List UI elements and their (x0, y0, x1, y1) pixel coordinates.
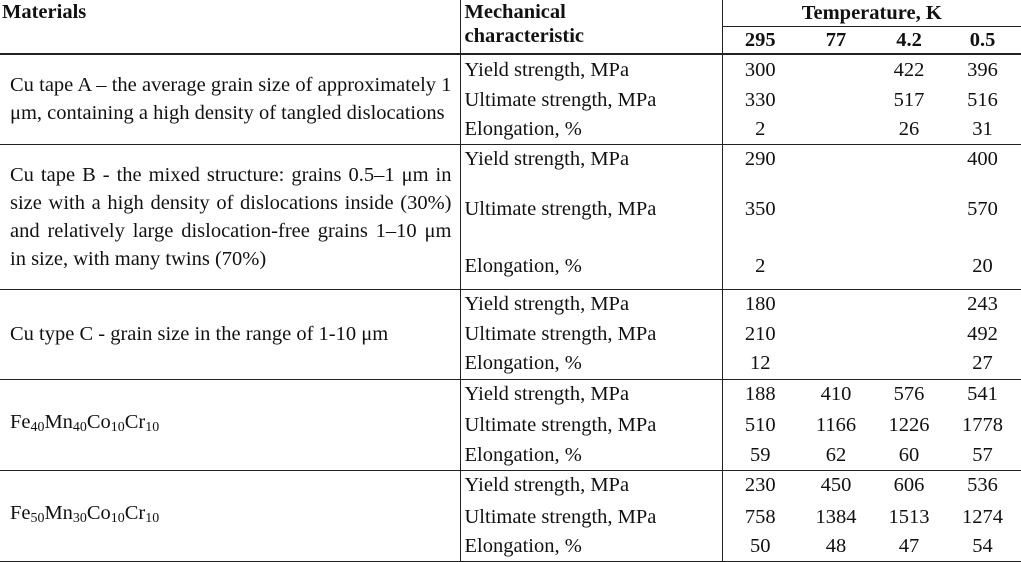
element-fraction: 10 (110, 510, 125, 526)
value-cell: 188 (722, 379, 798, 410)
element-symbol: Co (86, 410, 111, 433)
value-cell: 541 (967, 383, 998, 406)
value-cell: 2 (722, 116, 798, 144)
material-cell: Cu tape B - the mixed structure: grains 0.5–1 μm in size with a high density of dislocations inside (30%) and relatively large dislocation-free grains 1–10 μm in size, with many twins (70%) (0, 144, 460, 289)
value-cell (874, 144, 944, 174)
material-cell: Cu tape A – the average grain size of approximately 1 μm, containing a high density of tangled dislocations (0, 54, 460, 144)
value-cell: 410 (820, 383, 852, 406)
element-symbol: Cr (124, 501, 146, 524)
value-cell: 1226 (888, 414, 930, 436)
value-cell (798, 319, 874, 349)
value-cell: 59 (722, 441, 798, 470)
value-cell: 50 (722, 533, 798, 561)
header-temp-295: 295 (722, 26, 798, 54)
table-row (0, 289, 1021, 319)
value-cell: 400 (967, 147, 998, 170)
element-symbol: Co (86, 501, 111, 524)
value-cell (874, 349, 944, 379)
value-cell: 536 (967, 474, 998, 497)
value-cell: 290 (722, 144, 798, 174)
value-cell (798, 144, 874, 174)
element-symbol: Cr (124, 410, 146, 433)
value-cell (874, 319, 944, 349)
characteristic-cell: Ultimate strength, MPa (460, 85, 722, 116)
value-cell: 27 (944, 349, 1021, 379)
value-cell: 230 (722, 470, 798, 501)
header-temperature: Temperature, K (722, 0, 1021, 26)
value-cell: 606 (893, 474, 925, 497)
value-cell: 330 (722, 85, 798, 116)
value-cell: 510 (722, 410, 798, 441)
value-cell: 1166 (815, 414, 857, 436)
element-symbol: Mn (44, 410, 73, 433)
value-cell: 570 (967, 197, 998, 220)
characteristic-cell: Ultimate strength, MPa (460, 501, 722, 533)
characteristic-cell: Yield strength, MPa (460, 54, 722, 85)
element-fraction: 10 (110, 419, 125, 435)
value-cell: 422 (893, 58, 925, 81)
element-fraction: 10 (145, 419, 160, 435)
characteristic-cell: Yield strength, MPa (460, 379, 722, 410)
value-cell: 758 (722, 501, 798, 533)
value-cell (874, 244, 944, 289)
element-fraction: 40 (72, 419, 87, 435)
header-materials: Materials (0, 0, 460, 54)
value-cell: 54 (944, 533, 1021, 561)
value-cell: 62 (798, 441, 874, 470)
value-cell: 396 (967, 58, 998, 81)
value-cell (798, 54, 874, 85)
value-cell: 210 (722, 319, 798, 349)
element-fraction: 30 (72, 510, 87, 526)
value-cell: 492 (967, 322, 998, 345)
characteristic-cell: Elongation, % (460, 244, 722, 289)
value-cell (874, 174, 944, 244)
value-cell: 180 (722, 289, 798, 319)
value-cell (798, 349, 874, 379)
header-temp-0-5: 0.5 (944, 26, 1021, 54)
characteristic-cell: Yield strength, MPa (460, 144, 722, 174)
value-cell (798, 85, 874, 116)
value-cell (798, 174, 874, 244)
value-cell: 1274 (962, 505, 1003, 528)
table-row (0, 470, 1021, 501)
value-cell: 1513 (888, 505, 930, 528)
characteristic-cell: Elongation, % (460, 116, 722, 144)
characteristic-cell: Elongation, % (460, 441, 722, 470)
table-body (0, 54, 1021, 561)
characteristic-cell: Ultimate strength, MPa (460, 174, 722, 244)
value-cell (798, 289, 874, 319)
material-cell (0, 470, 460, 561)
value-cell: 60 (874, 441, 944, 470)
element-symbol: Fe (10, 410, 31, 433)
characteristic-cell: Yield strength, MPa (460, 289, 722, 319)
header-mech-line1: Mechanical (464, 1, 566, 23)
value-cell: 350 (722, 174, 798, 244)
characteristic-cell: Yield strength, MPa (460, 470, 722, 501)
element-symbol: Fe (10, 501, 31, 524)
value-cell: 20 (944, 244, 1021, 289)
value-cell: 48 (798, 533, 874, 561)
header-mech-line2: characteristic (464, 25, 585, 47)
value-cell: 57 (944, 441, 1021, 470)
value-cell: 2 (722, 244, 798, 289)
value-cell: 300 (722, 54, 798, 85)
element-symbol: Mn (44, 501, 73, 524)
value-cell: 517 (893, 89, 925, 111)
material-cell (0, 379, 460, 470)
value-cell: 26 (874, 116, 944, 144)
header-mechanical-characteristic (460, 0, 722, 54)
value-cell: 1384 (815, 505, 857, 528)
characteristic-cell: Elongation, % (460, 349, 722, 379)
value-cell: 450 (820, 474, 852, 497)
material-cell: Cu type C - grain size in the range of 1-10 μm (0, 289, 460, 379)
header-temp-77: 77 (798, 26, 874, 54)
value-cell (798, 116, 874, 144)
value-cell: 576 (893, 383, 925, 406)
table-row (0, 379, 1021, 410)
value-cell: 12 (722, 349, 798, 379)
value-cell: 516 (967, 89, 998, 111)
value-cell: 31 (944, 116, 1021, 144)
table-row (0, 54, 1021, 85)
header-temp-4-2: 4.2 (874, 26, 944, 54)
element-fraction: 50 (30, 510, 45, 526)
table-row (0, 144, 1021, 174)
characteristic-cell: Ultimate strength, MPa (460, 319, 722, 349)
value-cell: 1778 (962, 414, 1003, 436)
characteristic-cell: Elongation, % (460, 533, 722, 561)
value-cell (874, 289, 944, 319)
value-cell: 243 (967, 292, 998, 315)
value-cell: 47 (874, 533, 944, 561)
element-fraction: 40 (30, 419, 45, 435)
value-cell (798, 244, 874, 289)
characteristic-cell: Ultimate strength, MPa (460, 410, 722, 441)
element-fraction: 10 (145, 510, 160, 526)
